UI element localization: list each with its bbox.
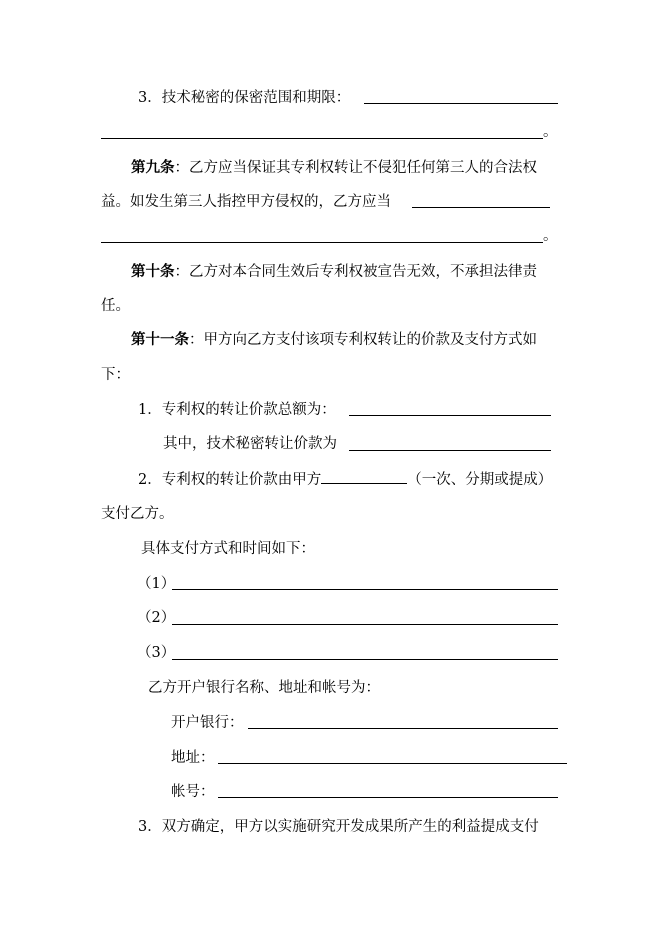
article-11-line1: 第十一条：甲方向乙方支付该项专利权转让的价款及支付方式如	[131, 331, 537, 348]
payment-mode-line1: 2．专利权的转让价款由甲方 （一次、分期或提成）	[138, 469, 552, 490]
method-1-label: （1）	[137, 576, 176, 592]
article-10-line2: 任。	[101, 298, 130, 314]
method-3-label: （3）	[137, 645, 176, 661]
method-2-field[interactable]	[172, 624, 558, 625]
method-2-label: （2）	[137, 610, 176, 626]
payment-mode-field[interactable]	[321, 469, 407, 484]
article-11-line2: 下：	[101, 367, 130, 383]
secret-price-label: 其中，技术秘密转让价款为	[163, 436, 337, 452]
bank-name-field[interactable]	[248, 728, 558, 729]
total-price-label: 1．专利权的转让价款总额为：	[138, 402, 336, 418]
article-9-field[interactable]	[412, 207, 550, 208]
article-9-line2: 益。如发生第三人指控甲方侵权的，乙方应当	[101, 194, 391, 210]
article-10-heading: 第十条	[131, 263, 175, 280]
bank-name-label: 开户银行：	[171, 715, 244, 731]
bank-address-label: 地址：	[171, 750, 215, 766]
profit-share-line: 3．双方确定，甲方以实施研究开发成果所产生的利益提成支付	[138, 819, 539, 835]
article-9-line1: 第九条：乙方应当保证其专利权转让不侵犯任何第三人的合法权	[131, 159, 537, 176]
secret-price-field[interactable]	[349, 450, 551, 451]
bank-intro: 乙方开户银行名称、地址和帐号为：	[148, 680, 380, 696]
bank-address-field[interactable]	[218, 763, 567, 764]
secret-scope-label: 3．技术秘密的保密范围和期限：	[138, 90, 351, 106]
method-1-field[interactable]	[172, 589, 558, 590]
method-3-field[interactable]	[172, 659, 558, 660]
total-price-field[interactable]	[349, 415, 551, 416]
end-mark: 。	[543, 228, 558, 244]
payment-method-intro: 具体支付方式和时间如下：	[141, 541, 315, 557]
secret-scope-field-line2[interactable]	[101, 138, 543, 139]
bank-account-label: 帐号：	[171, 784, 215, 800]
article-9-heading: 第九条	[131, 159, 175, 176]
secret-scope-field[interactable]	[364, 103, 558, 104]
article-10-line1: 第十条：乙方对本合同生效后专利权被宣告无效，不承担法律责	[131, 263, 537, 280]
end-mark: 。	[543, 124, 558, 140]
article-9-field-line2[interactable]	[101, 242, 543, 243]
payment-mode-line2: 支付乙方。	[101, 506, 174, 522]
bank-account-field[interactable]	[218, 797, 558, 798]
article-11-heading: 第十一条	[131, 331, 189, 348]
